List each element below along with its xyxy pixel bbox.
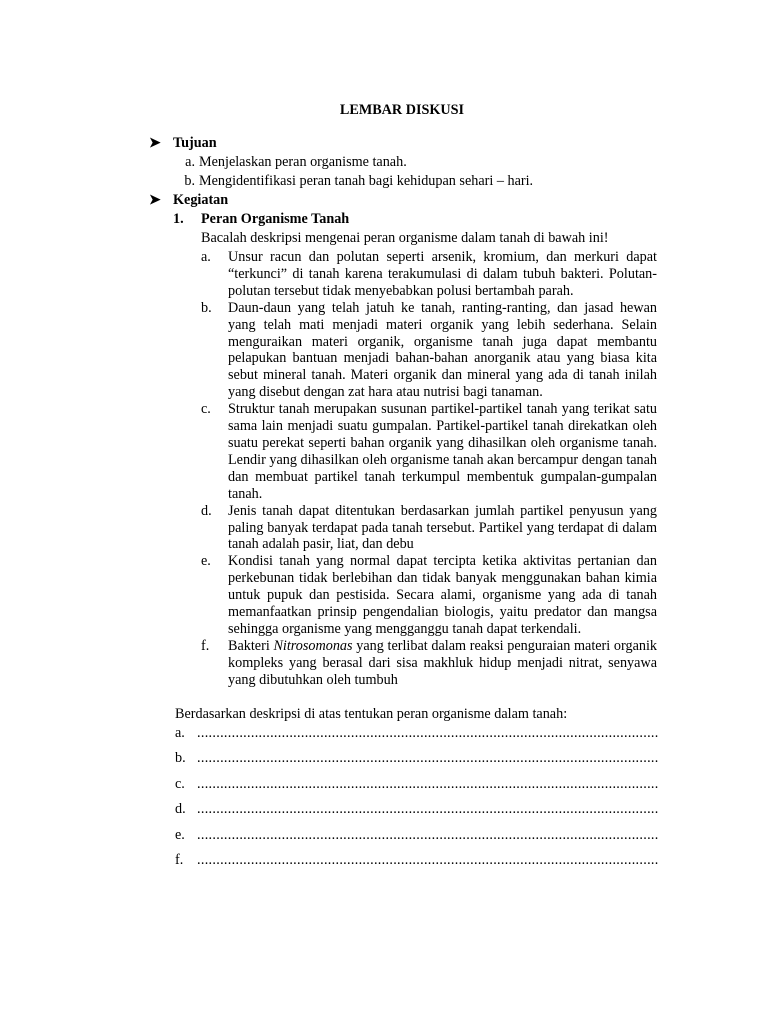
objective-text: Mengidentifikasi peran tanah bagi kehidupan sehari – hari.	[199, 173, 534, 189]
objective-item	[149, 173, 661, 192]
section-heading: Tujuan	[173, 135, 217, 151]
arrow-bullet-icon: ➤	[149, 193, 161, 208]
arrow-bullet-icon: ➤	[149, 136, 161, 151]
item-letter: a.	[201, 249, 211, 265]
answer-dotted-line: ........................................................................................................................	[197, 852, 659, 869]
answer-dotted-line: ........................................................................................................................	[197, 724, 659, 741]
description-item	[201, 249, 661, 300]
description-item	[201, 401, 661, 502]
item-letter: a.	[185, 154, 195, 170]
answer-line	[175, 725, 661, 751]
objective-text: Menjelaskan peran organisme tanah.	[199, 154, 407, 170]
description-text: Kondisi tanah yang normal dapat tercipta ketika aktivitas pertanian dan perkebunan tidak berlebihan dan tidak banyak menggunakan bahan kimia untuk pupuk dan pestisida. Secara alami, organisme yang ada di tanah memanfaatkan prinsip pengendalian biologis, yaitu predator dan mangsa sehingga organisme yang mengganggu tanah dapat terkendali.	[228, 553, 657, 637]
description-text: Jenis tanah dapat ditentukan berdasarkan jumlah partikel penyusun yang paling banyak terdapat pada tanah tersebut. Partikel yang terdapat di dalam tanah adalah pasir, liat, dan debu	[228, 502, 657, 553]
answer-letter: f.	[175, 852, 184, 869]
description-text: Struktur tanah merupakan susunan partikel-partikel tanah yang terikat satu sama lain menjadi suatu gumpalan. Partikel-partikel tanah direkatkan oleh suatu perekat seperti bahan organik yang dihasilkan oleh organisme tanah. Lendir yang dihasilkan oleh organisme tanah akan bercampur dengan tanah dan membuat partikel tanah terkumpul membentuk gumpalan-gumpalan tanah.	[228, 401, 657, 502]
answer-dotted-line: ........................................................................................................................	[197, 750, 659, 767]
activity-heading	[149, 211, 661, 230]
description-text-pre: Bakteri	[228, 637, 274, 654]
answer-dotted-line: ........................................................................................................................	[197, 826, 659, 843]
answer-line	[175, 776, 661, 802]
question-prompt: Berdasarkan deskripsi di atas tentukan peran organisme dalam tanah:	[175, 705, 568, 722]
description-item	[201, 553, 661, 638]
answer-line	[175, 750, 661, 776]
answer-letter: b.	[175, 750, 186, 767]
description-text	[228, 638, 657, 689]
item-letter: b.	[184, 173, 195, 189]
description-text: Unsur racun dan polutan seperti arsenik, kromium, dan merkuri dapat “terkunci” di tanah karena terakumulasi di dalam tubuh bakteri. Polutan-polutan tersebut tidak menyebabkan polusi bertambah parah.	[228, 249, 657, 299]
worksheet-content	[149, 135, 661, 878]
section-tujuan	[149, 135, 661, 154]
item-letter: e.	[201, 553, 211, 570]
page-title: LEMBAR DISKUSI	[339, 102, 465, 118]
activity-intro: Bacalah deskripsi mengenai peran organisme dalam tanah di bawah ini!	[201, 230, 609, 246]
section-kegiatan	[149, 192, 661, 211]
description-text: Daun-daun yang telah jatuh ke tanah, ranting-ranting, dan jasad hewan yang telah mati menjadi materi organik yang lebih sederhana. Selain menguraikan materi organik, organisme tanah juga dapat membantu pelapukan bantuan menjadi bahan-bahan anorganik atau yang biasa kita sebut mineral tanah. Materi organik dan mineral yang ada di tanah inilah yang disebut dengan zat hara atau nutrisi bagi tanaman.	[228, 299, 657, 401]
item-letter: d.	[201, 502, 212, 519]
answer-line	[175, 827, 661, 853]
description-item	[201, 638, 661, 689]
item-letter: c.	[201, 401, 211, 418]
item-letter: b.	[201, 299, 212, 316]
species-name: Nitrosomonas	[273, 637, 353, 654]
description-item	[201, 300, 661, 401]
description-text-post: yang terlibat dalam reaksi penguraian materi organik kompleks yang berasal dari sisa makhluk hidup menjadi nitrat, senyawa yang dibutuhkan oleh tumbuh	[228, 637, 657, 688]
objective-item	[149, 154, 661, 173]
answer-letter: d.	[175, 801, 186, 818]
activity-number: 1.	[173, 211, 184, 227]
section-heading: Kegiatan	[173, 192, 229, 208]
activity-title: Peran Organisme Tanah	[201, 211, 350, 227]
answer-letter: e.	[175, 826, 185, 843]
answer-letter: c.	[175, 775, 185, 792]
description-item	[201, 503, 661, 554]
answer-line	[175, 852, 661, 878]
answer-letter: a.	[175, 724, 185, 741]
answer-line	[175, 801, 661, 827]
answer-dotted-line: ........................................................................................................................	[197, 801, 659, 818]
item-letter: f.	[201, 637, 210, 654]
answer-dotted-line: ........................................................................................................................	[197, 775, 659, 792]
